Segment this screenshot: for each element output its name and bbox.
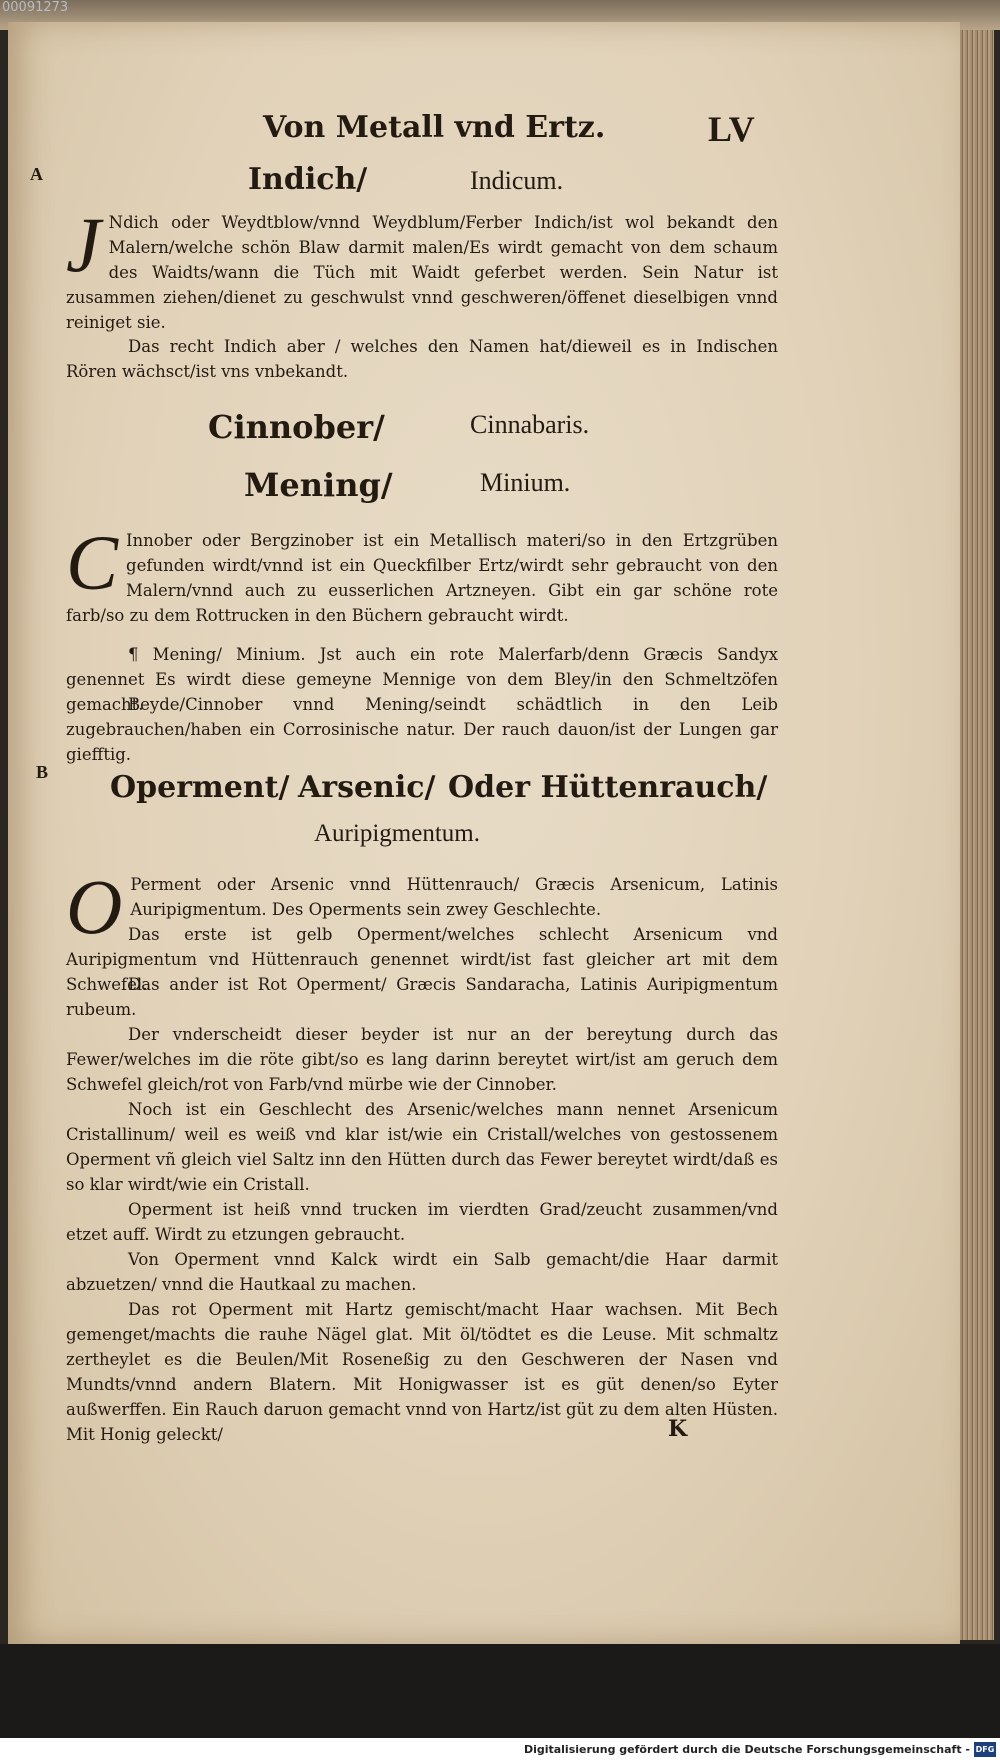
section-title-cinnober: Cinnober/ bbox=[208, 408, 385, 446]
running-head: Von Metall vnd Ertz. bbox=[263, 110, 606, 145]
paragraph-text: Der vnderscheidt dieser beyder ist nur an der bereytung durch das Fewer/welches im die röte gibt/so es lang darinn bereytet wirt/ist am geruch dem Schwefel gleich/rot von Farb/vnd mürbe wie der Cinnober. bbox=[66, 1025, 778, 1094]
paragraph-cinnober-3 bbox=[66, 692, 778, 767]
section-title-operment: Operment/ bbox=[110, 770, 290, 805]
section-title-indich: Indich/ bbox=[248, 162, 368, 197]
paragraph-indich-1 bbox=[66, 201, 778, 335]
paragraph-indich-2 bbox=[66, 334, 778, 384]
paragraph-text: Beyde/Cinnober vnnd Mening/seindt schädtlich in den Leib zugebrauchen/haben ein Corrosinische natur. Der rauch dauon/ist der Lungen gar giefftig. bbox=[66, 695, 778, 764]
section-latin-indicum: Indicum. bbox=[470, 166, 564, 195]
paragraph-text: Von Operment vnnd Kalck wirdt ein Salb gemacht/die Haar darmit abzuetzen/ vnnd die Hautkaal zu machen. bbox=[66, 1250, 778, 1294]
section-latin-auripigmentum: Auripigmentum. bbox=[314, 820, 480, 847]
footer-credit: Digitalisierung gefördert durch die Deutsche Forschungsgemeinschaft - bbox=[523, 1743, 970, 1756]
paragraph-operment-5 bbox=[66, 1097, 778, 1197]
paragraph-text: Das ander ist Rot Operment/ Græcis Sandaracha, Latinis Auripigmentum rubeum. bbox=[66, 975, 778, 1019]
paragraph-text: ¶ Mening/ Minium. Jst auch ein rote Malerfarb/denn Græcis Sandyx genennet Es wirdt diese gemeyne Mennige von dem Bley/in den Schmeltzöfen gemacht. bbox=[66, 645, 778, 714]
margin-mark-a: A bbox=[30, 164, 43, 184]
section-latin-minium: Minium. bbox=[480, 468, 571, 497]
section-title-huettenrauch: Oder Hüttenrauch/ bbox=[448, 770, 768, 805]
paragraph-operment-4 bbox=[66, 1022, 778, 1097]
paragraph-operment-3 bbox=[66, 972, 778, 1022]
paragraph-text: Innober oder Bergzinober ist ein Metallisch materi/so in den Ertzgrüben gefunden wirdt/vnnd ist ein Queckfilber Ertz/wirdt sehr gebraucht von den Malern/vnnd auch zu eusserlichen Artzneyen. Gibt ein gar schöne rote farb/so zu dem Rottrucken in den Büchern gebraucht wirdt. bbox=[66, 531, 778, 625]
dropcap-j: J bbox=[66, 201, 101, 288]
scan-background bbox=[0, 1644, 1000, 1738]
paragraph-operment-6 bbox=[66, 1197, 778, 1247]
folio-number: LV bbox=[708, 109, 755, 149]
margin-mark-b: B bbox=[36, 762, 49, 782]
section-title-mening: Mening/ bbox=[244, 466, 393, 504]
scan-id: 00091273 bbox=[2, 0, 69, 15]
paragraph-text: Das recht Indich aber / welches den Namen hat/dieweil es in Indischen Rören wächsct/ist vns vnbekandt. bbox=[66, 337, 778, 381]
paragraph-cinnober-1 bbox=[66, 519, 778, 628]
paragraph-text: Noch ist ein Geschlecht des Arsenic/welches mann nennet Arsenicum Cristallinum/ weil es weiß vnd klar ist/wie ein Cristall/welches von gestossenem Operment vñ gleich viel Saltz inn den Hütten durch das Fewer bereytet wirdt/daß es so klar wirdt/wie ein Cristall. bbox=[66, 1100, 778, 1194]
section-latin-cinnabaris: Cinnabaris. bbox=[470, 410, 590, 439]
paragraph-text: Das rot Operment mit Hartz gemischt/macht Haar wachsen. Mit Bech gemenget/machts die rauhe Nägel glat. Mit öl/tödtet es die Leuse. Mit schmaltz zertheylet es die Beulen/Mit Roseneßig zu den Geschweren der Nasen vnd Mundts/vnnd andern Blatern. Mit Honigwasser ist es güt denen/so Eyter außwerffen. Ein Rauch daruon gemacht vnnd von Hartz/ist güt zu dem alten Hüsten. Mit Honig geleckt/ bbox=[66, 1300, 778, 1444]
dfg-logo: DFG bbox=[974, 1742, 996, 1757]
catchword: K bbox=[668, 1416, 688, 1442]
footer-bar bbox=[0, 1738, 1000, 1762]
paragraph-text: Das erste ist gelb Operment/welches schlecht Arsenicum vnd Auripigmentum vnd Hüttenrauch genennet wirdt/ist fast gleicher art mit dem Schwefel. bbox=[66, 925, 778, 994]
section-title-arsenic: Arsenic/ bbox=[298, 770, 436, 805]
paragraph-text: Ndich oder Weydtblow/vnnd Weydblum/Ferber Indich/ist wol bekandt den Malern/welche schön Blaw darmit malen/Es wirdt gemacht von dem schaum des Waidts/wann die Tüch mit Waidt geferbet werden. Sein Natur ist zusammen ziehen/dienet zu geschwulst vnnd geschweren/öffenet dieselbigen vnnd reiniget sie. bbox=[66, 213, 778, 332]
page-edge-stack bbox=[960, 30, 994, 1640]
dropcap-c: C bbox=[66, 519, 119, 606]
paragraph-text: Perment oder Arsenic vnnd Hüttenrauch/ Græcis Arsenicum, Latinis Auripigmentum. Des Operments sein zwey Geschlechte. bbox=[130, 875, 778, 919]
paragraph-operment-7 bbox=[66, 1247, 778, 1297]
dropcap-o: O bbox=[66, 863, 123, 950]
paragraph-text: Operment ist heiß vnnd trucken im vierdten Grad/zeucht zusammen/vnd etzet auff. Wirdt zu etzungen gebraucht. bbox=[66, 1200, 778, 1244]
book-page bbox=[8, 22, 960, 1644]
